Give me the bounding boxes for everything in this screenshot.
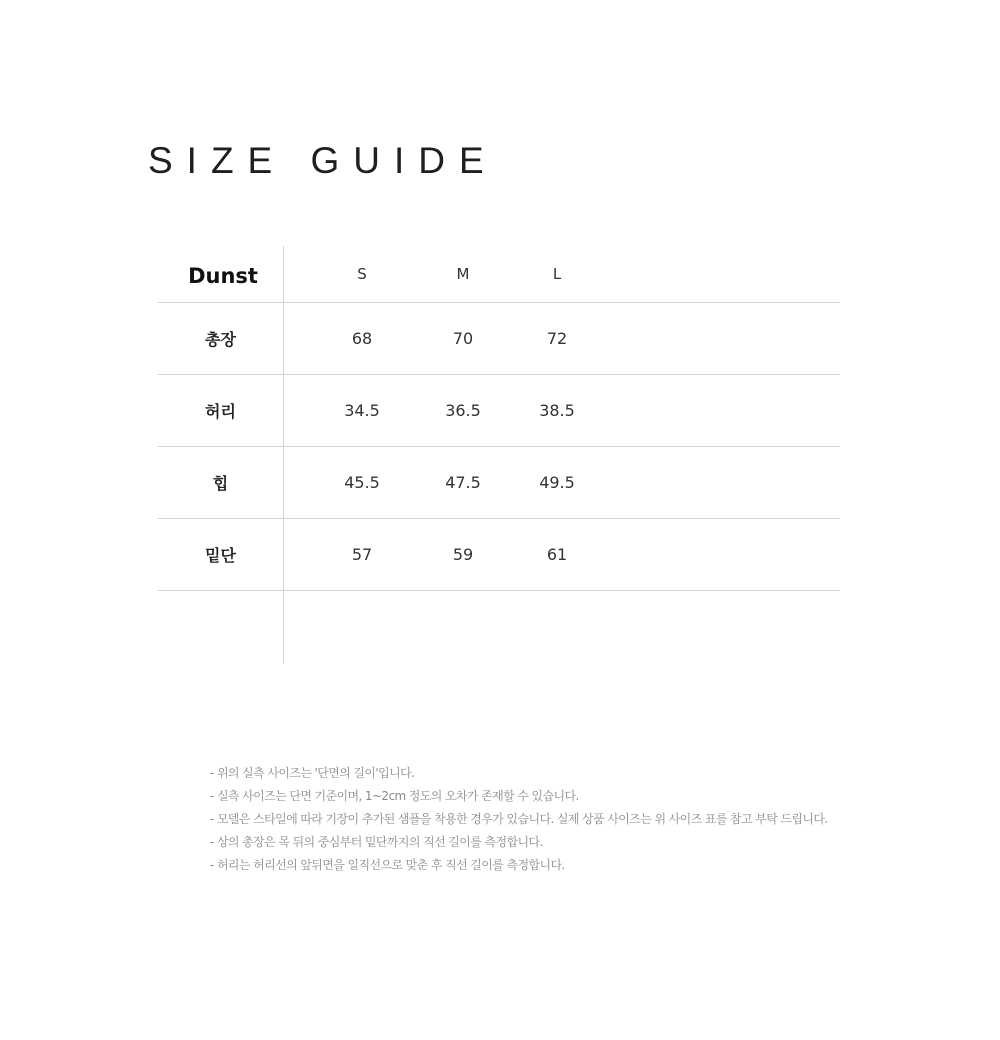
note-item: - 모델은 스타일에 따라 기장이 추가된 샘플을 착용한 경우가 있습니다. 실제 상품 사이즈는 위 사이즈 표를 참고 부탁 드립니다. (210, 812, 828, 826)
table-cell: 45.5 (344, 473, 380, 492)
note-item: - 실측 사이즈는 단면 기준이며, 1~2cm 정도의 오차가 존재할 수 있습니다. (210, 789, 579, 803)
table-cell: 36.5 (445, 401, 481, 420)
table-cell: 70 (452, 329, 474, 348)
table-row (158, 375, 840, 447)
row-label: 힙 (212, 474, 229, 493)
page-title: SIZE GUIDE (148, 140, 498, 181)
table-cell: 38.5 (539, 401, 575, 420)
table-cell: 59 (452, 545, 474, 564)
table-cell: 72 (546, 329, 568, 348)
note-item: - 위의 실측 사이즈는 '단면의 길이'입니다. (210, 766, 415, 780)
table-cell: 34.5 (344, 401, 380, 420)
row-label: 총장 (205, 330, 236, 349)
table-row (158, 303, 840, 375)
size-header-m: M (456, 265, 470, 283)
table-row (158, 519, 840, 591)
size-header-s: S (357, 265, 367, 283)
table-row (158, 447, 840, 519)
table-cell: 49.5 (539, 473, 575, 492)
table-empty-row (158, 591, 840, 664)
table-cell: 68 (351, 329, 373, 348)
row-label: 밑단 (205, 546, 236, 565)
table-cell: 61 (546, 545, 568, 564)
size-header-l: L (552, 265, 562, 283)
table-cell: 47.5 (445, 473, 481, 492)
brand-name: Dunst (188, 264, 258, 288)
size-notes (210, 762, 828, 877)
size-table (158, 246, 840, 664)
row-label: 허리 (205, 402, 236, 421)
note-item: - 상의 총장은 목 뒤의 중심부터 밑단까지의 직선 길이를 측정합니다. (210, 835, 543, 849)
table-cell: 57 (351, 545, 373, 564)
table-header-row (158, 246, 840, 303)
note-item: - 허리는 허리선의 앞뒤면을 일직선으로 맞춘 후 직선 길이를 측정합니다. (210, 858, 565, 872)
